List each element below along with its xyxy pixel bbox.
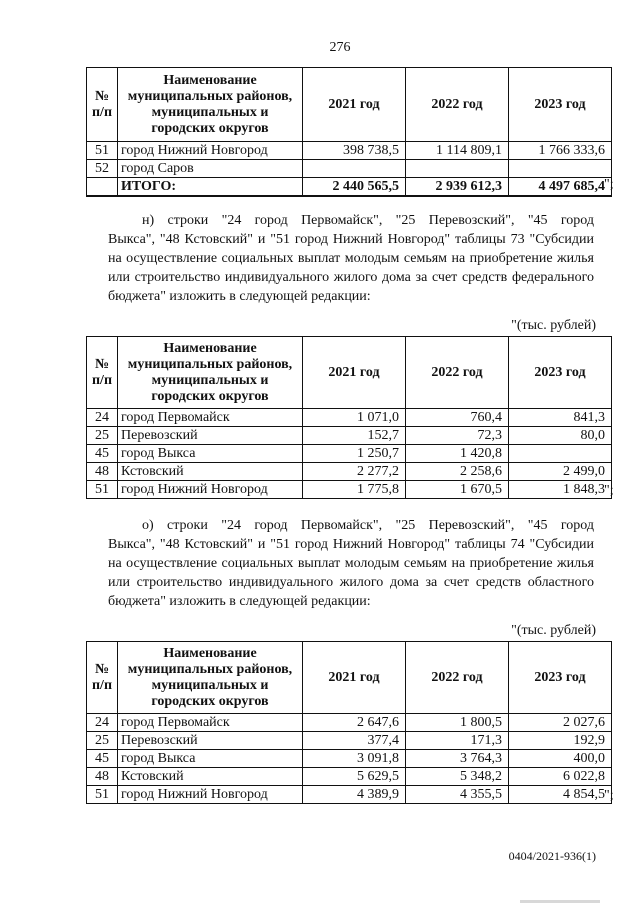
row-2022: 3 764,3 bbox=[406, 750, 509, 768]
total-2022: 2 939 612,3 bbox=[406, 178, 509, 197]
row-num: 51 bbox=[87, 786, 118, 804]
row-2022 bbox=[406, 160, 509, 178]
header-2022: 2022 год bbox=[406, 68, 509, 142]
row-name: Перевозский bbox=[118, 427, 303, 445]
header-num: № п/п bbox=[87, 337, 118, 409]
row-2023: 1 848,3 bbox=[509, 481, 612, 499]
row-2021: 4 389,9 bbox=[303, 786, 406, 804]
row-2021: 377,4 bbox=[303, 732, 406, 750]
row-2023 bbox=[509, 445, 612, 463]
table-header-row bbox=[87, 68, 612, 142]
row-2021: 3 091,8 bbox=[303, 750, 406, 768]
row-2022: 1 114 809,1 bbox=[406, 142, 509, 160]
row-num: 51 bbox=[87, 481, 118, 499]
row-2021: 1 250,7 bbox=[303, 445, 406, 463]
table-row bbox=[87, 768, 612, 786]
header-name: Наименование муниципальных районов, муниципальных и городских округов bbox=[118, 642, 303, 714]
paragraph-n-body: Выкса", "48 Кстовский" и "51 город Нижний Новгород" таблицы 73 "Субсидии на осуществление социальных выплат молодым семьям на приобретение жилья или строительство индивидуального жилого дома за счет средств федерального бюджета" изложить в следующей редакции: bbox=[108, 232, 594, 304]
header-2023: 2023 год bbox=[509, 68, 612, 142]
table-row bbox=[87, 714, 612, 732]
row-name: Перевозский bbox=[118, 732, 303, 750]
table-row bbox=[87, 160, 612, 178]
table-row bbox=[87, 409, 612, 427]
row-num: 48 bbox=[87, 463, 118, 481]
table1-closing-quote: "; bbox=[604, 177, 614, 192]
units-label: "(тыс. рублей) bbox=[511, 623, 596, 638]
table-row bbox=[87, 786, 612, 804]
table-total-row bbox=[87, 178, 612, 197]
total-2023: 4 497 685,4 bbox=[509, 178, 612, 197]
row-2023: 80,0 bbox=[509, 427, 612, 445]
table-row bbox=[87, 463, 612, 481]
table-row bbox=[87, 427, 612, 445]
row-2022: 1 420,8 bbox=[406, 445, 509, 463]
row-2022: 1 670,5 bbox=[406, 481, 509, 499]
row-2021: 1 071,0 bbox=[303, 409, 406, 427]
header-2021: 2021 год bbox=[303, 337, 406, 409]
row-name: Кстовский bbox=[118, 463, 303, 481]
row-2022: 5 348,2 bbox=[406, 768, 509, 786]
table-row bbox=[87, 732, 612, 750]
total-num bbox=[87, 178, 118, 197]
table-row bbox=[87, 750, 612, 768]
row-2021: 1 775,8 bbox=[303, 481, 406, 499]
row-name: город Нижний Новгород bbox=[118, 786, 303, 804]
row-num: 24 bbox=[87, 714, 118, 732]
table-header-row bbox=[87, 337, 612, 409]
row-2023: 2 499,0 bbox=[509, 463, 612, 481]
row-num: 45 bbox=[87, 445, 118, 463]
table2-closing-quote: "; bbox=[604, 483, 614, 498]
row-2021: 5 629,5 bbox=[303, 768, 406, 786]
table-header-row bbox=[87, 642, 612, 714]
row-name: город Нижний Новгород bbox=[118, 481, 303, 499]
table-73 bbox=[86, 336, 612, 499]
units-label: "(тыс. рублей) bbox=[511, 318, 596, 333]
header-name: Наименование муниципальных районов, муниципальных и городских округов bbox=[118, 68, 303, 142]
row-num: 52 bbox=[87, 160, 118, 178]
table-subsidies-continued bbox=[86, 67, 612, 197]
row-2023: 2 027,6 bbox=[509, 714, 612, 732]
row-2021: 398 738,5 bbox=[303, 142, 406, 160]
row-num: 25 bbox=[87, 732, 118, 750]
table-row bbox=[87, 142, 612, 160]
row-2023: 841,3 bbox=[509, 409, 612, 427]
scan-artifact-line bbox=[520, 900, 600, 903]
row-2023: 1 766 333,6 bbox=[509, 142, 612, 160]
page-number: 276 bbox=[329, 40, 351, 55]
row-2021: 152,7 bbox=[303, 427, 406, 445]
table3-closing-quote: "; bbox=[604, 788, 614, 803]
row-2023: 4 854,5 bbox=[509, 786, 612, 804]
header-name: Наименование муниципальных районов, муниципальных и городских округов bbox=[118, 337, 303, 409]
paragraph-n bbox=[108, 211, 594, 306]
row-name: город Нижний Новгород bbox=[118, 142, 303, 160]
header-num: № п/п bbox=[87, 68, 118, 142]
row-num: 48 bbox=[87, 768, 118, 786]
row-2021: 2 647,6 bbox=[303, 714, 406, 732]
header-num: № п/п bbox=[87, 642, 118, 714]
header-2021: 2021 год bbox=[303, 642, 406, 714]
table-row bbox=[87, 445, 612, 463]
row-name: город Саров bbox=[118, 160, 303, 178]
row-2023: 192,9 bbox=[509, 732, 612, 750]
row-2022: 1 800,5 bbox=[406, 714, 509, 732]
paragraph-o-first-line: о) строки "24 город Первомайск", "25 Перевозский", "45 город bbox=[142, 518, 594, 533]
table-74 bbox=[86, 641, 612, 804]
row-2022: 72,3 bbox=[406, 427, 509, 445]
row-num: 45 bbox=[87, 750, 118, 768]
row-2022: 2 258,6 bbox=[406, 463, 509, 481]
row-num: 51 bbox=[87, 142, 118, 160]
header-2023: 2023 год bbox=[509, 337, 612, 409]
row-2021: 2 277,2 bbox=[303, 463, 406, 481]
row-name: город Первомайск bbox=[118, 409, 303, 427]
row-2023 bbox=[509, 160, 612, 178]
header-2022: 2022 год bbox=[406, 337, 509, 409]
row-2023: 400,0 bbox=[509, 750, 612, 768]
total-2021: 2 440 565,5 bbox=[303, 178, 406, 197]
row-2021 bbox=[303, 160, 406, 178]
table-row bbox=[87, 481, 612, 499]
row-2022: 4 355,5 bbox=[406, 786, 509, 804]
row-2023: 6 022,8 bbox=[509, 768, 612, 786]
total-label: ИТОГО: bbox=[118, 178, 303, 197]
paragraph-o bbox=[108, 516, 594, 611]
header-2022: 2022 год bbox=[406, 642, 509, 714]
header-2023: 2023 год bbox=[509, 642, 612, 714]
header-2021: 2021 год bbox=[303, 68, 406, 142]
row-name: город Выкса bbox=[118, 445, 303, 463]
row-2022: 760,4 bbox=[406, 409, 509, 427]
row-num: 24 bbox=[87, 409, 118, 427]
paragraph-n-first-line: н) строки "24 город Первомайск", "25 Перевозский", "45 город bbox=[142, 213, 594, 228]
document-code: 0404/2021-936(1) bbox=[508, 849, 596, 863]
row-num: 25 bbox=[87, 427, 118, 445]
row-name: город Первомайск bbox=[118, 714, 303, 732]
row-2022: 171,3 bbox=[406, 732, 509, 750]
paragraph-o-body: Выкса", "48 Кстовский" и "51 город Нижний Новгород" таблицы 74 "Субсидии на осуществление социальных выплат молодым семьям на приобретение жилья или строительство индивидуального жилого дома за счет средств областного бюджета" изложить в следующей редакции: bbox=[108, 537, 594, 609]
row-name: Кстовский bbox=[118, 768, 303, 786]
row-name: город Выкса bbox=[118, 750, 303, 768]
